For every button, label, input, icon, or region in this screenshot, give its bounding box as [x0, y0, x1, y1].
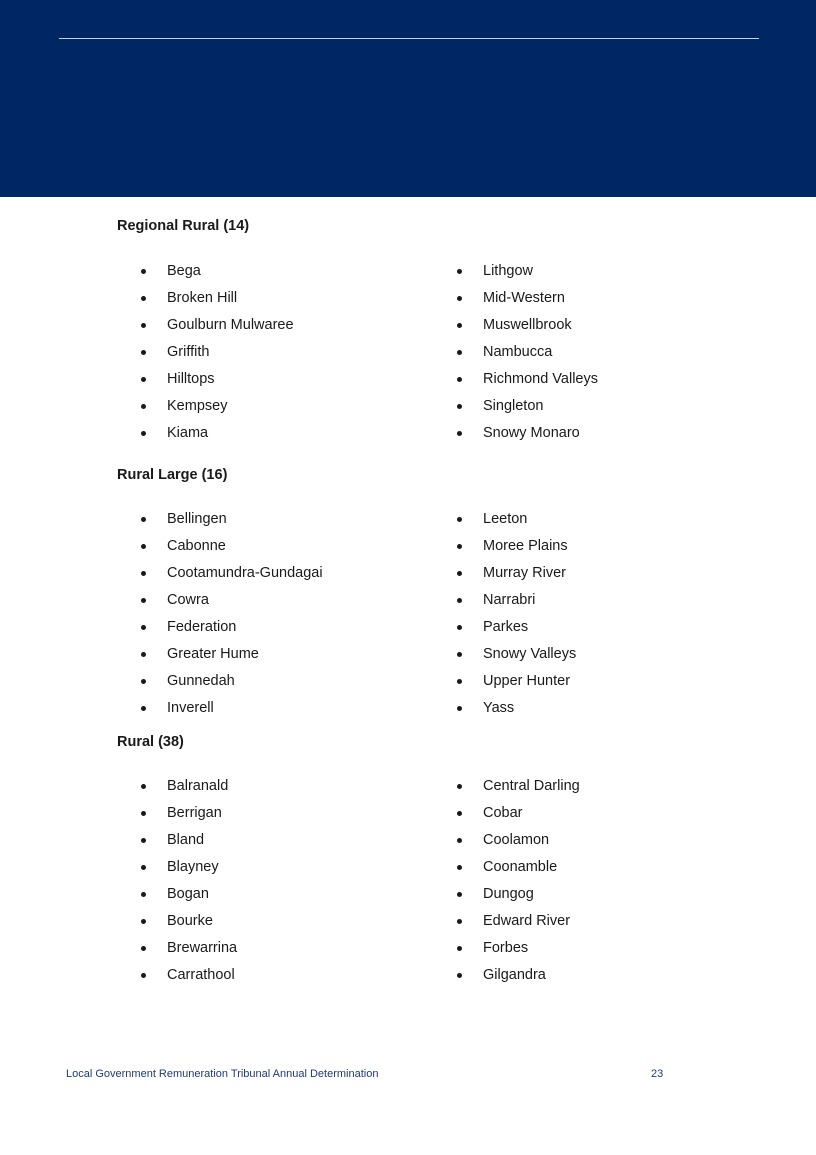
footer-title: Local Government Remuneration Tribunal Annual Determination	[66, 1068, 379, 1080]
page-number: 23	[651, 1068, 664, 1080]
bullet-icon	[457, 404, 462, 409]
list-item: Goulburn Mulwaree	[141, 315, 294, 342]
rural-large-list-right	[457, 509, 576, 725]
list-item: Coolamon	[457, 830, 580, 857]
list-item: Balranald	[141, 776, 237, 803]
bullet-icon	[457, 625, 462, 630]
list-item: Muswellbrook	[457, 315, 598, 342]
list-item: Narrabri	[457, 590, 576, 617]
bullet-icon	[457, 350, 462, 355]
list-item: Bogan	[141, 884, 237, 911]
list-item: Richmond Valleys	[457, 369, 598, 396]
bullet-icon	[141, 973, 146, 978]
bullet-icon	[457, 377, 462, 382]
regional-rural-list-left	[141, 261, 294, 450]
list-item: Yass	[457, 698, 576, 725]
bullet-icon	[141, 652, 146, 657]
list-item: Cootamundra-Gundagai	[141, 563, 323, 590]
list-item: Cowra	[141, 590, 323, 617]
bullet-icon	[141, 679, 146, 684]
bullet-icon	[457, 679, 462, 684]
bullet-icon	[457, 571, 462, 576]
bullet-icon	[457, 919, 462, 924]
bullet-icon	[141, 404, 146, 409]
list-item: Hilltops	[141, 369, 294, 396]
list-item: Mid-Western	[457, 288, 598, 315]
regional-rural-list-right	[457, 261, 598, 450]
list-item: Berrigan	[141, 803, 237, 830]
bullet-icon	[141, 865, 146, 870]
section-heading-rural-large: Rural Large (16)	[117, 467, 228, 483]
list-item: Bega	[141, 261, 294, 288]
list-item: Cabonne	[141, 536, 323, 563]
rural-list-left	[141, 776, 237, 992]
list-item: Brewarrina	[141, 938, 237, 965]
bullet-icon	[457, 517, 462, 522]
list-item: Bellingen	[141, 509, 323, 536]
section-heading-regional-rural: Regional Rural (14)	[117, 218, 250, 234]
list-item: Gunnedah	[141, 671, 323, 698]
list-item: Griffith	[141, 342, 294, 369]
list-item: Blayney	[141, 857, 237, 884]
list-item: Bourke	[141, 911, 237, 938]
bullet-icon	[141, 571, 146, 576]
list-item: Upper Hunter	[457, 671, 576, 698]
rural-list-right	[457, 776, 580, 992]
bullet-icon	[457, 652, 462, 657]
bullet-icon	[457, 892, 462, 897]
list-item: Broken Hill	[141, 288, 294, 315]
list-item: Gilgandra	[457, 965, 580, 992]
bullet-icon	[457, 296, 462, 301]
list-item: Murray River	[457, 563, 576, 590]
bullet-icon	[457, 323, 462, 328]
list-item: Parkes	[457, 617, 576, 644]
bullet-icon	[457, 784, 462, 789]
list-item: Cobar	[457, 803, 580, 830]
bullet-icon	[141, 892, 146, 897]
bullet-icon	[457, 946, 462, 951]
bullet-icon	[141, 431, 146, 436]
bullet-icon	[457, 706, 462, 711]
bullet-icon	[141, 838, 146, 843]
list-item: Central Darling	[457, 776, 580, 803]
list-item: Kempsey	[141, 396, 294, 423]
list-item: Forbes	[457, 938, 580, 965]
list-item: Snowy Monaro	[457, 423, 598, 450]
list-item: Snowy Valleys	[457, 644, 576, 671]
bullet-icon	[141, 811, 146, 816]
bullet-icon	[141, 946, 146, 951]
list-item: Bland	[141, 830, 237, 857]
list-item: Inverell	[141, 698, 323, 725]
section-heading-rural: Rural (38)	[117, 734, 184, 750]
bullet-icon	[141, 517, 146, 522]
bullet-icon	[141, 919, 146, 924]
bullet-icon	[141, 625, 146, 630]
bullet-icon	[141, 784, 146, 789]
list-item: Lithgow	[457, 261, 598, 288]
list-item: Singleton	[457, 396, 598, 423]
list-item: Federation	[141, 617, 323, 644]
bullet-icon	[141, 296, 146, 301]
list-item: Coonamble	[457, 857, 580, 884]
list-item: Leeton	[457, 509, 576, 536]
list-item: Nambucca	[457, 342, 598, 369]
rural-large-list-left	[141, 509, 323, 725]
bullet-icon	[457, 973, 462, 978]
list-item: Greater Hume	[141, 644, 323, 671]
bullet-icon	[457, 865, 462, 870]
bullet-icon	[457, 269, 462, 274]
bullet-icon	[457, 431, 462, 436]
header-band	[0, 0, 816, 197]
bullet-icon	[141, 598, 146, 603]
bullet-icon	[457, 544, 462, 549]
bullet-icon	[141, 269, 146, 274]
list-item: Moree Plains	[457, 536, 576, 563]
list-item: Carrathool	[141, 965, 237, 992]
list-item: Dungog	[457, 884, 580, 911]
bullet-icon	[457, 838, 462, 843]
bullet-icon	[141, 377, 146, 382]
bullet-icon	[141, 544, 146, 549]
bullet-icon	[141, 323, 146, 328]
bullet-icon	[141, 706, 146, 711]
bullet-icon	[141, 350, 146, 355]
list-item: Kiama	[141, 423, 294, 450]
bullet-icon	[457, 811, 462, 816]
bullet-icon	[457, 598, 462, 603]
header-rule	[59, 38, 759, 39]
list-item: Edward River	[457, 911, 580, 938]
